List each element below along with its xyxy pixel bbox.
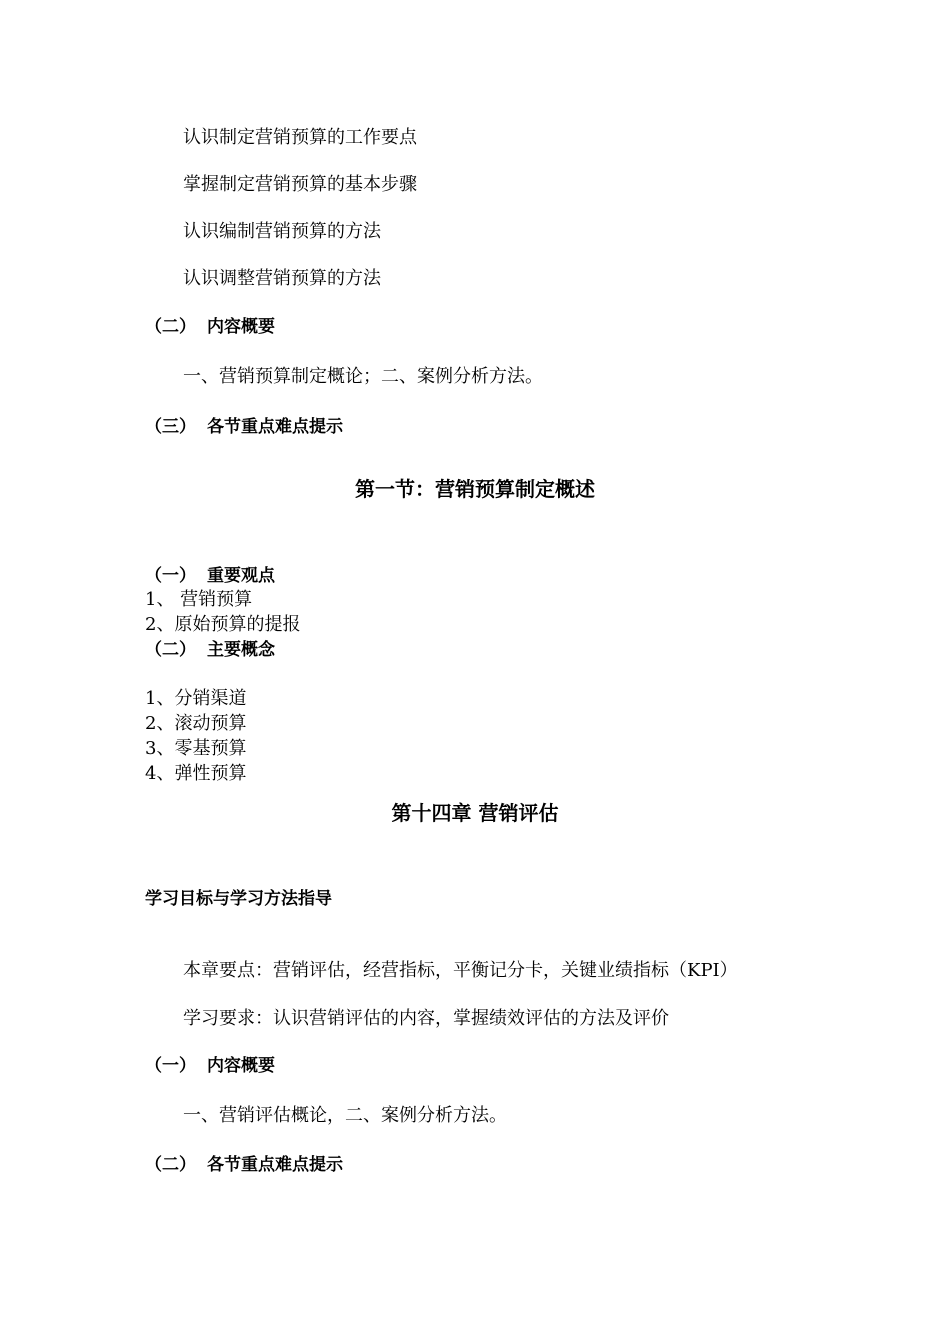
content-overview-text: 一、营销评估概论，二、案例分析方法。: [183, 1105, 507, 1126]
list-item: 1、 营销预算: [145, 589, 253, 610]
section-number: （二）: [145, 1155, 196, 1175]
objective-item: 掌握制定营销预算的基本步骤: [183, 174, 417, 195]
section-title: 各节重点难点提示: [207, 417, 343, 437]
subheading-key-points: [145, 564, 275, 588]
objective-item: 认识调整营销预算的方法: [183, 268, 381, 289]
section-title: 各节重点难点提示: [207, 1155, 343, 1175]
section-number: （三）: [145, 417, 196, 437]
section-title: 内容概要: [207, 1056, 275, 1076]
objective-item: 认识制定营销预算的工作要点: [183, 127, 417, 148]
section-number: （二）: [145, 640, 196, 660]
list-item: 4、弹性预算: [145, 763, 247, 784]
content-overview-text: 一、营销预算制定概论；二、案例分析方法。: [183, 366, 543, 387]
section-number: （一）: [145, 566, 196, 586]
list-item: 2、原始预算的提报: [145, 614, 301, 635]
section-number: （一）: [145, 1056, 196, 1076]
chapter-key-points: 本章要点：营销评估，经营指标，平衡记分卡，关键业绩指标（KPI）: [183, 960, 738, 981]
list-item: 2、滚动预算: [145, 713, 247, 734]
objective-item: 认识编制营销预算的方法: [183, 221, 381, 242]
section-title: 内容概要: [207, 317, 275, 337]
section-heading-key-difficult-points: [145, 415, 343, 439]
chapter-title: 第十四章 营销评估: [391, 801, 559, 825]
section-title: 主要概念: [207, 640, 275, 660]
section-heading-key-difficult-points: [145, 1153, 343, 1177]
list-item: 1、分销渠道: [145, 688, 247, 709]
section-title: 重要观点: [207, 566, 275, 586]
section-1-title: 第一节：营销预算制定概述: [355, 477, 595, 501]
guide-title: 学习目标与学习方法指导: [145, 889, 332, 909]
section-heading-content-overview: [145, 315, 275, 339]
section-heading-content-overview: [145, 1054, 275, 1078]
learning-requirements: 学习要求：认识营销评估的内容，掌握绩效评估的方法及评价: [183, 1008, 669, 1029]
list-item: 3、零基预算: [145, 738, 247, 759]
subheading-main-concepts: [145, 638, 275, 662]
section-number: （二）: [145, 317, 196, 337]
